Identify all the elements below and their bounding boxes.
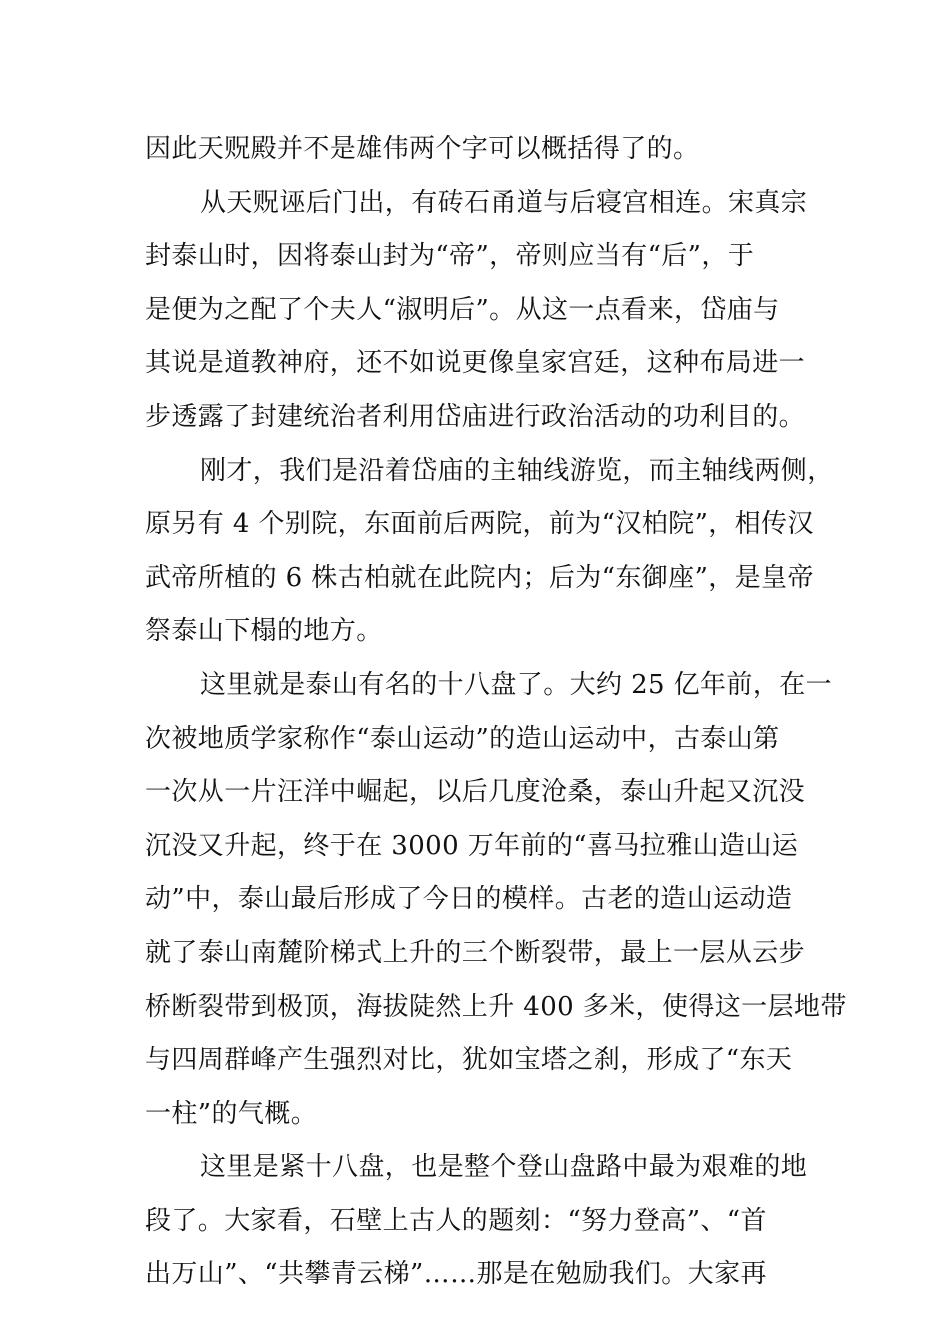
text-line: 段了。大家看，石壁上古人的题刻：“努力登高”、“首	[145, 1205, 767, 1236]
text-line: 因此天贶殿并不是雄伟两个字可以概括得了的。	[145, 134, 700, 164]
paragraph-first-line: 从天贶诬后门出，有砖石甬道与后寝宫相连。宋真宗	[200, 187, 808, 218]
text-line: 祭泰山下榻的地方。	[145, 616, 383, 647]
text-line: 沉没又升起，终于在 3000 万年前的“喜马拉雅山造山运	[145, 830, 799, 861]
paragraph-first-line: 这里就是泰山有名的十八盘了。大约 25 亿年前，在一	[200, 669, 833, 700]
text-line: 原另有 4 个别院，东面前后两院，前为“汉柏院”，相传汉	[145, 509, 814, 540]
paragraph-first-line: 这里是紧十八盘，也是整个登山盘路中最为艰难的地	[200, 1152, 808, 1183]
text-line: 一柱”的气概。	[145, 1098, 318, 1129]
paragraph-first-line: 刚才，我们是沿着岱庙的主轴线游览，而主轴线两侧，	[200, 455, 834, 486]
text-line: 其说是道教神府，还不如说更像皇家宫廷，这种布局进一	[145, 348, 806, 379]
text-line: 武帝所植的 6 株古柏就在此院内；后为“东御座”，是皇帝	[145, 562, 814, 593]
document-body	[145, 123, 847, 1302]
text-line: 动”中，泰山最后形成了今日的模样。古老的造山运动造	[145, 884, 793, 915]
text-line: 步透露了封建统治者利用岱庙进行政治活动的功利目的。	[145, 401, 806, 432]
text-line: 封泰山时，因将泰山封为“帝”，帝则应当有“后”，于	[145, 241, 755, 272]
text-line: 次被地质学家称作“泰山运动”的造山运动中，古泰山第	[145, 723, 780, 754]
text-line: 一次从一片汪洋中崛起，以后几度沧桑，泰山升起又沉没	[145, 777, 806, 808]
text-line: 出万山”、“共攀青云梯”……那是在勉励我们。大家再	[145, 1259, 767, 1290]
text-line: 与四周群峰产生强烈对比，犹如宝塔之刹，形成了“东天	[145, 1045, 793, 1076]
text-line: 就了泰山南麓阶梯式上升的三个断裂带，最上一层从云步	[145, 937, 806, 968]
text-line: 是便为之配了个夫人“淑明后”。从这一点看来，岱庙与	[145, 294, 780, 325]
text-line: 桥断裂带到极顶，海拔陡然上升 400 多米，使得这一层地带	[145, 991, 847, 1022]
